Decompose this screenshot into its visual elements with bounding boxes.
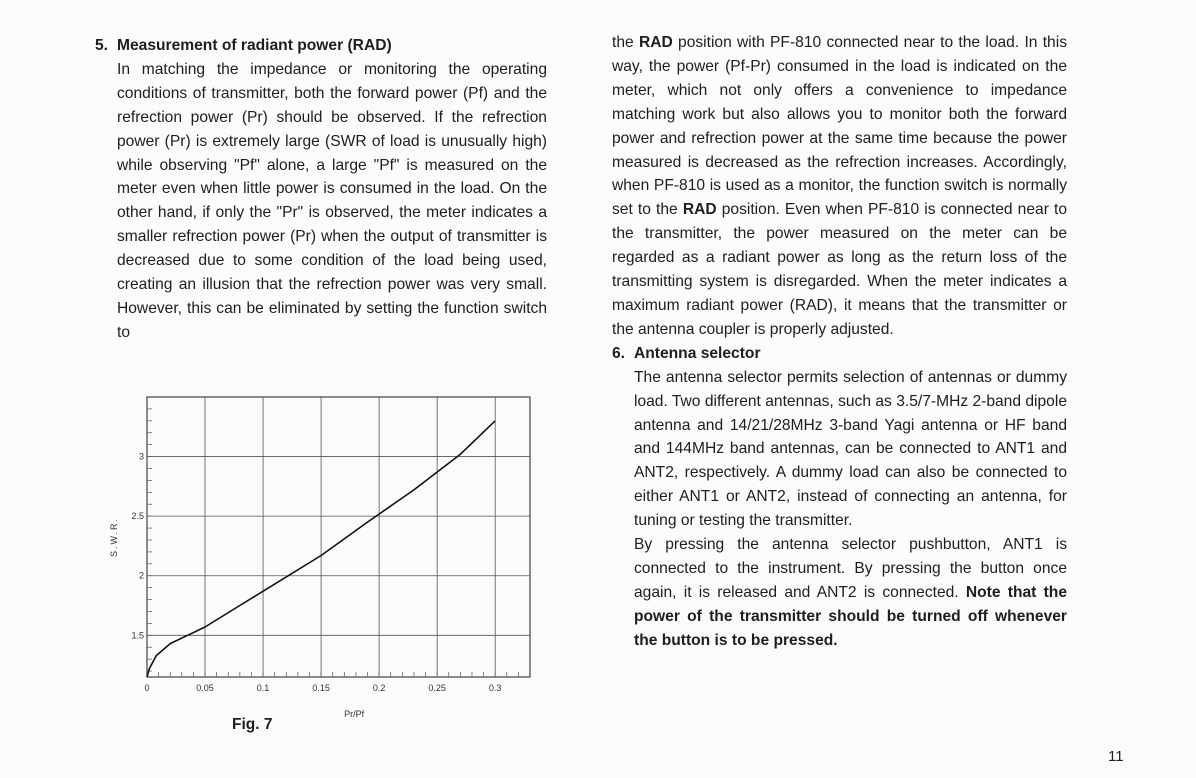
y-tick-label: 1.5 xyxy=(131,630,144,641)
section-6-paragraph-2-text: By pressing the antenna selector pushbutton, ANT1 is connected to the instrument. By pressing the button once again, it is released and ANT2 is connected. xyxy=(634,536,1067,601)
section-6-number: 6. xyxy=(612,344,626,362)
section-6-heading xyxy=(612,342,1067,366)
left-column xyxy=(95,34,547,345)
y-tick-label: 2 xyxy=(138,570,144,581)
continuation-text-mid: position with PF-810 connected near to the load. In this way, the power (Pf-Pr) consumed in the load is indicated on the meter, which not only offers a convenience to impedance matching work but also allows you to monitor both the forward power and refrection power at the same time because the power measured is decreased as the refrection increases. Accordingly, when PF-810 is used as a monitor, the function switch is normally set to the xyxy=(612,34,1067,219)
x-tick-label: 0.2 xyxy=(372,683,386,693)
x-axis-label: Pr/Pf xyxy=(344,709,365,719)
rad-continuation-paragraph xyxy=(612,31,1067,342)
section-5-number: 5. xyxy=(95,37,109,54)
right-column xyxy=(612,31,1067,653)
y-tick-label: 2.5 xyxy=(131,511,144,522)
section-6-paragraph-2 xyxy=(612,533,1067,653)
y-tick-label: 3 xyxy=(138,451,144,462)
y-axis-label: S.W.R. xyxy=(109,516,119,558)
section-5-paragraph: In matching the impedance or monitoring the operating conditions of transmitter, both the forward power (Pf) and the refrection power (Pr) should be observed. If the refrection power (Pr) is extremely large (SWR of load is unusually high) while observing "Pf" alone, a large "Pf" is measured on the meter even when little power is consumed in the load. On the other hand, if only the "Pr" is observed, the meter indicates a smaller refrection power (Pr) when the output of transmitter is decreased due to some condition of the load being used, creating an illusion that the refrection power was very small. However, this can be eliminated by setting the function switch to xyxy=(117,60,547,341)
section-5-heading xyxy=(95,34,547,58)
swr-chart xyxy=(95,390,535,720)
x-tick-label: 0.1 xyxy=(256,683,270,693)
x-tick-label: 0.25 xyxy=(428,683,446,693)
x-tick-label: 0.3 xyxy=(488,683,502,693)
section-6-paragraph-1: The antenna selector permits selection of antennas or dummy load. Two different antennas, such as 3.5/7-MHz 2-band dipole antenna and 14/21/28MHz 3-band Yagi antenna or HF band and 144MHz band antennas, can be connected to ANT1 and ANT2, respectively. A dummy load can also be connected to either ANT1 or ANT2, instead of connecting an antenna, for tuning or testing the transmitter. xyxy=(634,368,1067,530)
power-off-note: Note that the power of the transmitter should be turned off whenever the button is to be pressed. xyxy=(634,583,1068,649)
x-tick-label: 0.05 xyxy=(196,683,214,693)
continuation-text-before: the xyxy=(612,34,639,51)
rad-term: RAD xyxy=(682,201,717,219)
section-5-title: Measurement of radiant power (RAD) xyxy=(117,37,392,54)
x-tick-label: 0.15 xyxy=(312,683,330,693)
page-number: 11 xyxy=(1108,748,1124,765)
figure-caption: Fig. 7 xyxy=(232,716,273,733)
rad-term: RAD xyxy=(638,34,673,51)
continuation-text-after: position. Even when PF-810 is connected near to the transmitter, the power measured on the meter can be regarded as a radiant power as long as the return loss of the transmitting system is disregarded. When the meter indicates a maximum radiant power (RAD), it means that the transmitter or the antenna coupler is properly adjusted. xyxy=(612,201,1067,338)
x-tick-label: 0 xyxy=(144,683,150,693)
section-6-title: Antenna selector xyxy=(634,344,761,362)
